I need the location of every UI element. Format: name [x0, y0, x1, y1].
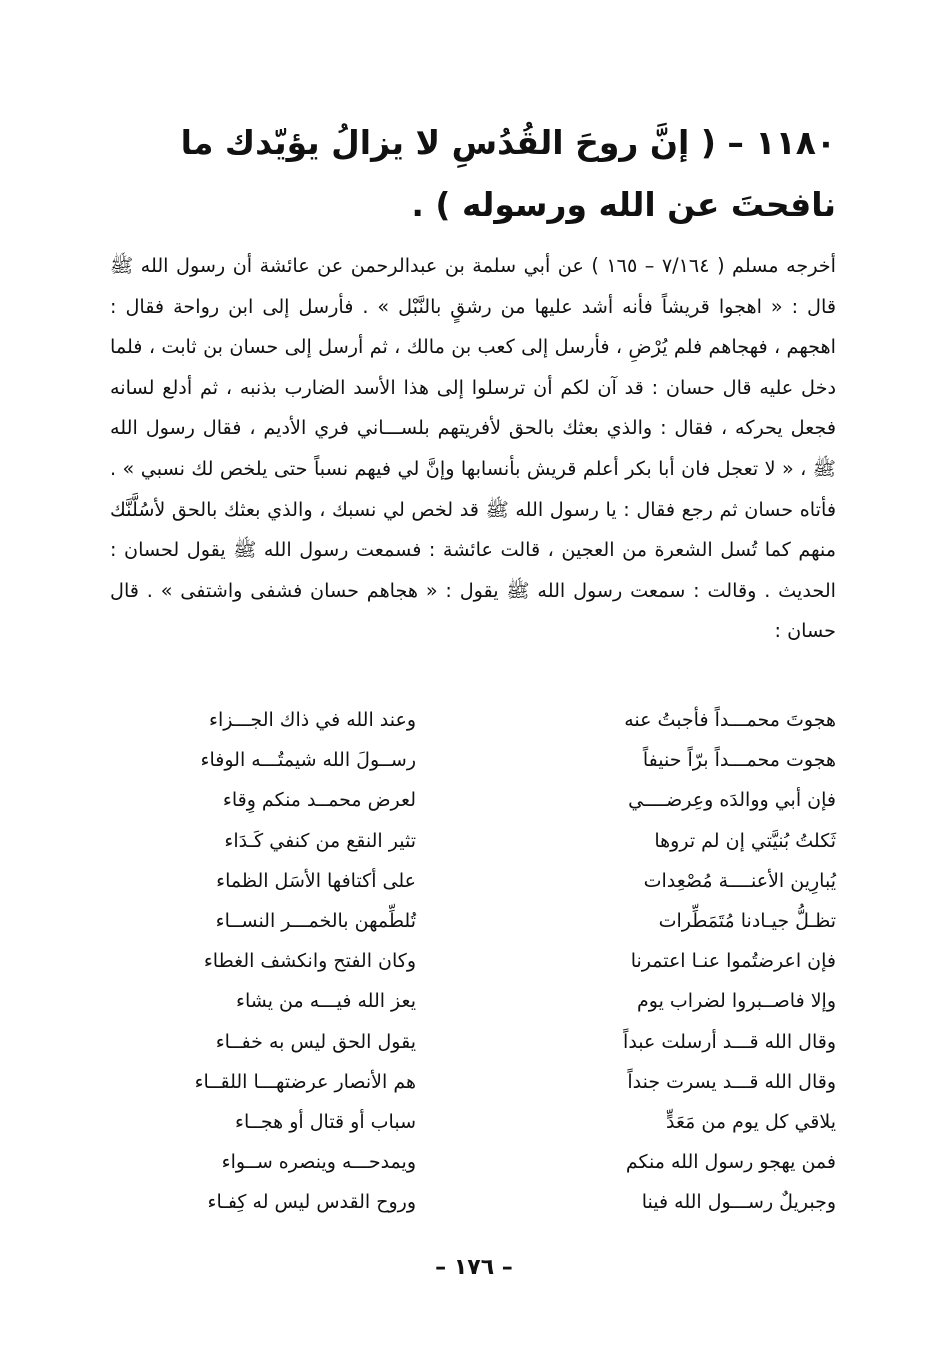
- verse-first-hemistich: فإن أبي ووالدَه وعِرضــــي: [628, 789, 836, 812]
- verse-first-hemistich: وقال الله قـــد أرسلت عبداً: [623, 1030, 836, 1053]
- poem-verse: [116, 740, 836, 780]
- verse-first-hemistich: يلاقي كل يوم من مَعَدٍّ: [666, 1110, 836, 1133]
- poem-verse: [116, 901, 836, 941]
- poem-verse: [116, 861, 836, 901]
- verse-second-hemistich: تُلطِّمهن بالخمـــر النســاء: [215, 909, 416, 932]
- verse-first-hemistich: يُبارِين الأعنــــة مُصْعِدات: [643, 869, 836, 892]
- poem: [116, 700, 836, 1222]
- poem-verse: [116, 780, 836, 820]
- verse-second-hemistich: لعرض محمــد منكم وِقاء: [222, 789, 416, 812]
- verse-second-hemistich: سباب أو قتال أو هجــاء: [235, 1110, 416, 1133]
- verse-first-hemistich: تظـلُّ جيـادنا مُتَمَطِّرات: [658, 909, 836, 932]
- poem-verse: [116, 1022, 836, 1062]
- verse-first-hemistich: فإن اعرضتُموا عنـا اعتمرنا: [630, 950, 836, 973]
- poem-verse: [116, 981, 836, 1021]
- poem-verse: [116, 1062, 836, 1102]
- hadith-heading: ١١٨٠ – ( إنَّ روحَ القُدُسِ لا يزالُ يؤيّدك ما نافحتَ عن الله ورسوله ) .: [180, 123, 836, 224]
- verse-first-hemistich: وقال الله قـــد يسرت جنداً: [627, 1070, 836, 1093]
- verse-second-hemistich: وروح القدس ليس له كِفـاء: [207, 1191, 416, 1214]
- verse-second-hemistich: تثير النقع من كنفي كَـدَاء: [224, 829, 416, 852]
- verse-first-hemistich: وإلا فاصــبروا لضراب يوم: [637, 990, 836, 1013]
- poem-verse: [116, 1142, 836, 1182]
- verse-first-hemistich: وجبريلٌ رســـول الله فينا: [641, 1191, 836, 1214]
- poem-verse: [116, 1102, 836, 1142]
- verse-second-hemistich: يقول الحق ليس به خفــاء: [215, 1030, 416, 1053]
- verse-second-hemistich: ويمدحـــه وينصره ســواء: [221, 1151, 416, 1174]
- verse-second-hemistich: رســولَ الله شيمتُـــه الوفاء: [200, 749, 416, 772]
- verse-second-hemistich: وكان الفتح وانكشف الغطاء: [203, 950, 416, 973]
- poem-verse: [116, 1182, 836, 1222]
- verse-second-hemistich: وعند الله في ذاك الجـــزاء: [209, 709, 416, 731]
- verse-first-hemistich: ثَكلتُ بُنيَّتي إن لم تروها: [654, 829, 836, 852]
- verse-first-hemistich: هجوتَ محمـــداً فأجبتُ عنه: [624, 709, 836, 731]
- poem-verse: [116, 821, 836, 861]
- verse-first-hemistich: هجوت محمـــداً برّاً حنيفاً: [642, 749, 836, 772]
- verse-first-hemistich: فمن يهجو رسول الله منكم: [625, 1151, 836, 1174]
- verse-second-hemistich: هم الأنصار عرضتهـــا اللقــاء: [194, 1070, 416, 1093]
- verse-second-hemistich: يعز الله فيـــه من يشاء: [236, 990, 416, 1013]
- poem-verse: [116, 700, 836, 740]
- verse-second-hemistich: على أكتافها الأسَل الظماء: [216, 869, 416, 892]
- page-number: – ١٧٦ –: [435, 1255, 513, 1280]
- hadith-commentary: أخرجه مسلم ( ٧/١٦٤ – ١٦٥ ) عن أبي سلمة بن عبدالرحمن عن عائشة أن رسول الله ﷺ قال : « اهجوا قريشاً فأنه أشد عليها من رشقٍ بالنَّبْل » . فأرسل إلى ابن رواحة فقال : اهجهم ، فهجاهم فلم يُرْضِ ، فأرسل إلى كعب بن مالك ، ثم أرسل إلى حسان بن ثابت ، فلما دخل عليه قال حسان : قد آن لكم أن ترسلوا إلى هذا الأسد الضارب بذنبه ، ثم أدلع لسانه فجعل يحركه ، فقال : والذي بعثك بالحق لأفريتهم بلســـاني فري الأديم ، فقال رسول الله ﷺ ، « لا تعجل فان أبا بكر أعلم قريش بأنسابها وإنَّ لي فيهم نسباً حتى يلخص لك نسبي » . فأتاه حسان ثم رجع فقال : يا رسول الله ﷺ قد لخص لي نسبك ، والذي بعثك بالحق لأسُلَّنَّك منهم كما تُسل الشعرة من العجين ، قالت عائشة : فسمعت رسول الله ﷺ يقول لحسان : الحديث . وقالت : سمعت رسول الله ﷺ يقول : « هجاهم حسان فشفى واشتفى » . قال حسان :: [110, 254, 836, 643]
- poem-verse: [116, 941, 836, 981]
